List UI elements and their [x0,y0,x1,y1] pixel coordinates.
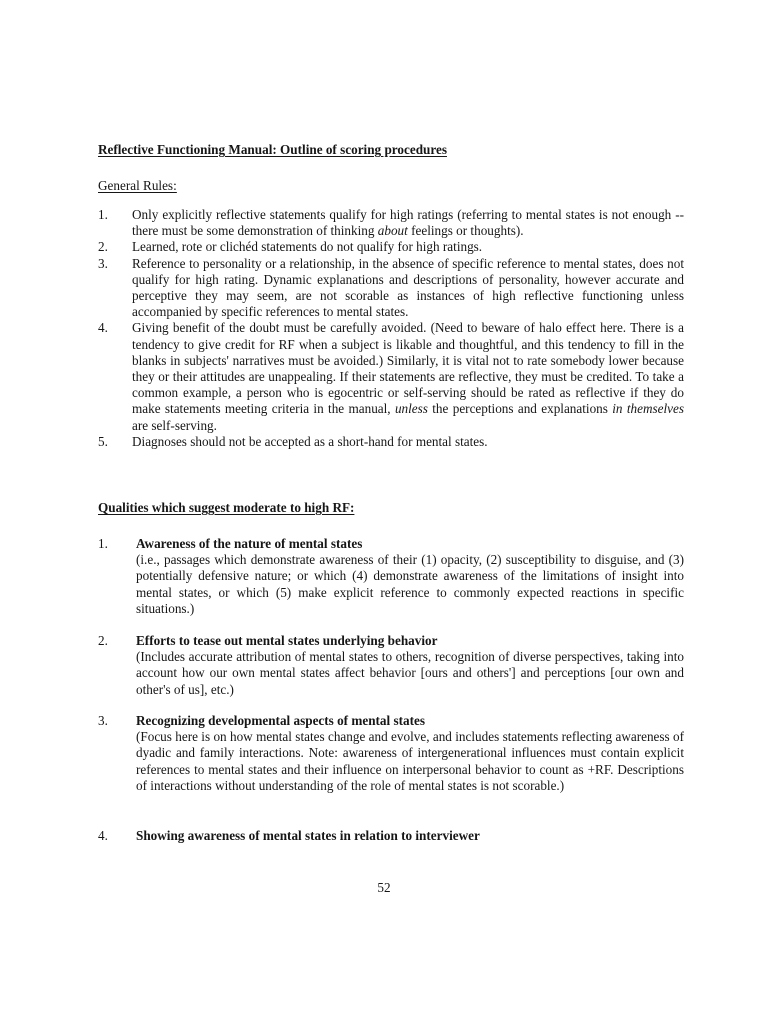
page-number: 52 [377,880,391,895]
list-item [98,320,684,433]
document-title: Reflective Functioning Manual: Outline of scoring procedures [98,142,447,157]
quality-title: Showing awareness of mental states in relation to interviewer [136,828,480,843]
general-rules-heading [98,178,684,194]
quality-number: 1. [98,536,108,551]
general-rules-heading-text: General Rules: [98,178,177,193]
rule-text: Giving benefit of the doubt must be carefully avoided. (Need to beware of halo effect here. There is a tendency to give credit for RF when a subject is likable and thoughtful, and this tendency to fill in the blanks in subjects' narratives must be avoided.) Similarly, it is vital not to rate somebody lower because they or their attitudes are unappealing. If their statements are reflective, they must be credited. To take a common example, a person who is egocentric or self-serving should be rated as reflective if they do make statements meeting criteria in the manual, unless the perceptions and explanations in themselves are self-serving. [132,320,684,433]
rule-text: Only explicitly reflective statements qualify for high ratings (referring to mental states is not enough -- there must be some demonstration of thinking about feelings or thoughts). [132,207,684,239]
quality-description: (Focus here is on how mental states change and evolve, and includes statements reflecting awareness of dyadic and family interactions. Note: awareness of intergenerational influences must contain explicit references to mental states and their influence on interpersonal behavior to count as +RF. Descriptions of interactions without understanding of the role of mental states is not scorable.) [136,729,684,793]
quality-number: 3. [98,713,108,728]
qualities-heading-text: Qualities which suggest moderate to high RF: [98,500,355,515]
rule-text: Diagnoses should not be accepted as a short-hand for mental states. [132,433,488,449]
rule-text: Reference to personality or a relationship, in the absence of specific reference to mental states, does not qualify for high rating. Dynamic explanations and descriptions of personality, however accurate and perceptive they may seem, are not scorable as instances of high reflective functioning unless accompanied by specific references to mental states. [132,255,684,320]
quality-description: (i.e., passages which demonstrate awareness of their (1) opacity, (2) susceptibility to disguise, and (3) potentially defensive nature; or which (4) demonstrate awareness of the limitations of insight into mental states, or which (5) make explicit reference to commonly expected reactions in specific situations.) [136,552,684,616]
list-item [98,239,684,255]
qualities-heading [98,500,684,516]
quality-title: Efforts to tease out mental states underlying behavior [136,633,438,648]
list-item [98,713,684,794]
list-item [98,633,684,698]
quality-title: Awareness of the nature of mental states [136,536,363,551]
quality-body [136,713,684,794]
rule-number: 4. [98,320,108,336]
rule-text: Learned, rote or clichéd statements do not qualify for high ratings. [132,239,483,255]
quality-description: (Includes accurate attribution of mental states to others, recognition of diverse perspectives, taking into account how our own mental states affect behavior [ours and others'] and perceptions [our own and other's of us], etc.) [136,649,684,697]
quality-number: 4. [98,828,108,843]
list-item [98,207,684,239]
quality-title: Recognizing developmental aspects of mental states [136,713,425,728]
rule-number: 3. [98,255,108,271]
quality-body [136,536,684,617]
list-item [98,434,684,450]
general-rules-list [98,207,684,450]
quality-body [136,633,684,698]
quality-number: 2. [98,633,108,648]
rule-number: 2. [98,239,108,255]
quality-body [136,828,684,844]
rule-number: 1. [98,207,108,222]
list-item [98,536,684,617]
rule-number: 5. [98,433,108,449]
list-item [98,828,684,844]
list-item [98,256,684,321]
